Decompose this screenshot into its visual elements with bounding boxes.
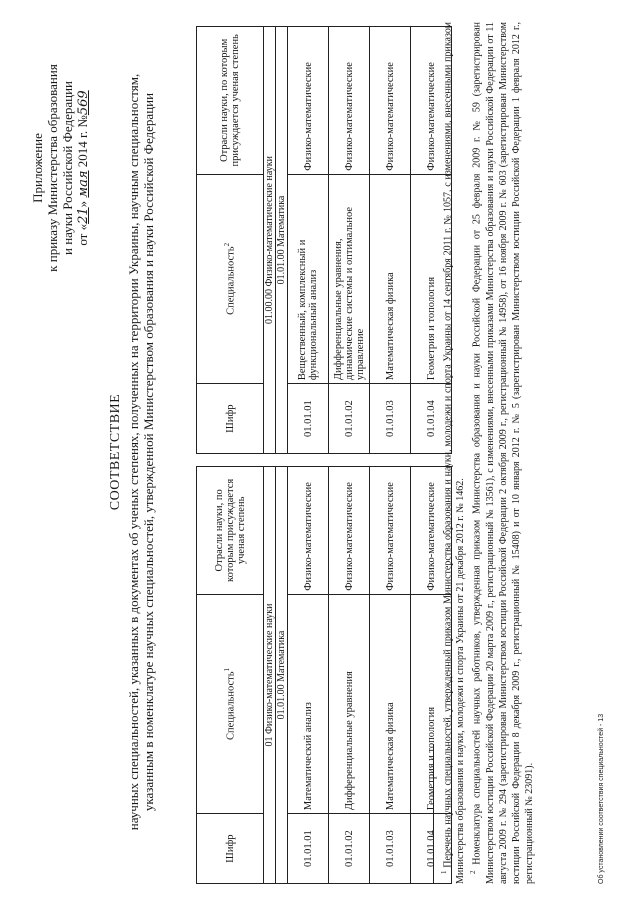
cell-code: 01.01.03: [370, 814, 411, 884]
appendix-title: Приложение: [30, 133, 45, 203]
section-row: 01.01.00 Математика: [276, 27, 288, 454]
cell-branch: Физико-математические: [370, 27, 411, 175]
section-row: 01.01.00 Математика: [276, 467, 288, 884]
cell-code: 01.01.03: [370, 384, 411, 454]
header-branch: Отрасли науки, по которым присуждается ученая степень: [197, 27, 264, 175]
table-row: [288, 27, 329, 454]
cell-code: 01.01.02: [329, 814, 370, 884]
footnote-2: $^2$ Номенклатура специальностей научных работников, утвержденная приказом Министерства образования и науки Российской Федерации от 25 февраля 2009 г. № 59 (зарегистрирован Министерством юстиции Российской Федерации 20 марта 2009 г., регистрационный № 13561), с изменениями, внесенными приказами Министерства образования и науки Российской Федерации от 11 августа 2009 г. № 294 (зарегистрирован Министерством юстиции Российской Федерации 2 октября 2009 г., регистрационный № 14958), от 16 ноября 2009 г. № 603 (зарегистрирован Министерством юстиции Российской Федерации 8 декабря 2009 г., регистрационный № 15408) и от 10 января 2012 г. № 5 (зарегистрирован Министерством юстиции Российской Федерации 1 февраля 2012 г., регистрационный № 23091).: [469, 22, 535, 884]
cell-branch: Физико-математические: [288, 467, 329, 595]
cell-branch: Физико-математические: [288, 27, 329, 175]
cell-specialty: Математическая физика: [370, 594, 411, 813]
document-subtitle: научных специальностей, указанных в документах об ученых степенях, полученных на территории Украины, научным специальностям, указанным в номенклатуре научных специальностей, утвержденной Министерством образования и науки Российской Федерации: [126, 73, 156, 831]
ukraine-specialties-table: [196, 466, 452, 884]
rotated-page: [30, 12, 610, 892]
cell-specialty: Дифференциальные уравнения, динамические системы и оптимальное управление: [329, 174, 370, 383]
footnotes: [438, 22, 536, 884]
cell-code: 01.01.04: [411, 814, 452, 884]
cell-specialty: Геометрия и топология: [411, 594, 452, 813]
cell-code: 01.01.01: [288, 384, 329, 454]
cell-specialty: Математическая физика: [370, 174, 411, 383]
page-footer: Об установлении соответствия специальностей - 13: [598, 713, 605, 884]
cell-specialty: Вещественный, комплексный и функциональный анализ: [288, 174, 329, 383]
appendix-date: от «21» мая 2014 г. №569: [75, 90, 91, 246]
header-code: Шифр: [197, 384, 264, 454]
section-row: 01.00.00 Физико-математические науки: [264, 27, 276, 454]
cell-specialty: Математический анализ: [288, 594, 329, 813]
table-row: [329, 467, 370, 884]
cell-branch: Физико-математические: [370, 467, 411, 595]
header-specialty: Специальность$^1$: [197, 594, 264, 813]
cell-specialty: Дифференциальные уравнения: [329, 594, 370, 813]
cell-code: 01.01.04: [411, 384, 452, 454]
handwritten-day: 21: [76, 207, 91, 224]
header-branch: Отрасли науки, по которым присуждается ученая степень: [197, 467, 264, 595]
cell-specialty: Геометрия и топология: [411, 174, 452, 383]
table-row: [288, 467, 329, 884]
russia-specialties-table: [196, 26, 452, 454]
document-title: СООТВЕТСТВИЕ: [108, 393, 123, 511]
appendix-block: [30, 18, 91, 318]
table-row: [370, 27, 411, 454]
cell-code: 01.01.02: [329, 384, 370, 454]
handwritten-number: 569: [76, 90, 91, 116]
cell-branch: Физико-математические: [329, 27, 370, 175]
footnote-1: $^1$ Перечень научных специальностей, утвержденный приказом Министерства образования и науки, молодежи и спорта Украины от 14 сентября 2011 г. № 1057, с изменениями, внесенными приказом Министерства образования и науки, молодежи и спорта Украины от 21 декабря 2012 г. № 1462.: [440, 22, 467, 884]
header-specialty: Специальность$^2$: [197, 174, 264, 383]
footnote-divider: [433, 744, 434, 884]
cell-code: 01.01.01: [288, 814, 329, 884]
header-code: Шифр: [197, 814, 264, 884]
appendix-line: и науки Российской Федерации: [60, 81, 75, 256]
cell-branch: Физико-математические: [411, 27, 452, 175]
section-row: 01 Физико-математические науки: [264, 467, 276, 884]
table-row: [370, 467, 411, 884]
table-row: [329, 27, 370, 454]
handwritten-month: мая: [76, 170, 91, 198]
cell-branch: Физико-математические: [329, 467, 370, 595]
cell-branch: Физико-математические: [411, 467, 452, 595]
appendix-line: к приказу Министерства образования: [45, 64, 60, 272]
